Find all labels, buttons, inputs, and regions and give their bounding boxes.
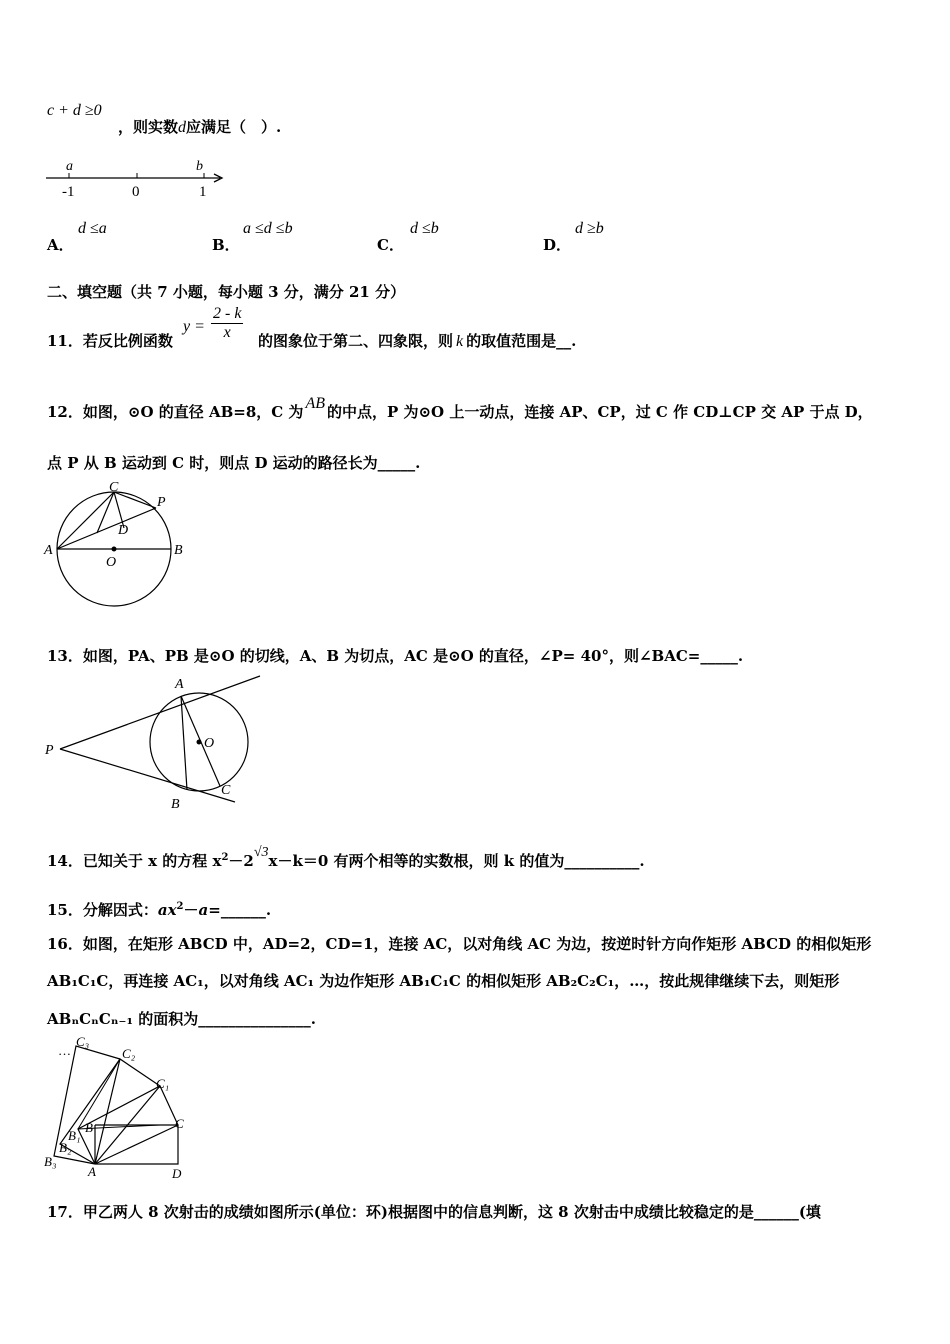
q13-center-dot — [197, 740, 202, 745]
label-one: 1 — [199, 184, 207, 200]
q16-label-b1: B₁ — [68, 1128, 81, 1143]
option-c-letter: C． — [377, 236, 404, 254]
q15-a: a — [198, 901, 209, 919]
q16-figure — [40, 1034, 210, 1184]
q13-label-c: C — [221, 783, 231, 798]
q16-line1: 16．如图，在矩形 ABCD 中，AD=2，CD=1，连接 AC，以对角线 AC 为边，按逆时针方向作矩形 ABCD 的相似矩形 — [47, 935, 872, 953]
q16-label-c1: C₁ — [156, 1076, 170, 1091]
q12-label-a: A — [44, 543, 53, 558]
q11-mid — [258, 330, 576, 351]
label-b: b — [196, 159, 203, 174]
q13-figure — [40, 668, 270, 814]
q15-part-a: 15．分解因式： — [47, 901, 158, 919]
q16-label-c2: C₂ — [122, 1046, 136, 1061]
section-title: 二、填空题（共 7 小题，每小题 3 分，满分 21 分） — [47, 283, 406, 301]
option-c-expr: d ≤b — [410, 220, 439, 237]
q12-line1 — [47, 395, 873, 422]
q13-tangent-pa — [60, 676, 260, 749]
q14-part-b: －2 — [228, 852, 254, 870]
q16-diag-ac — [95, 1125, 178, 1164]
q12-center-dot — [112, 547, 117, 552]
q16-label-b: B — [85, 1120, 93, 1135]
q16-line3: ABₙCₙCₙ₋₁ 的面积为_______________. — [47, 1010, 316, 1028]
option-d-letter: D． — [543, 236, 572, 254]
q10-stem-tail: 应满足（ ）. — [186, 118, 282, 136]
option-a-letter: A． — [47, 236, 74, 254]
q16-label-c: C — [175, 1116, 184, 1131]
q10-stem-text: ，则实数 — [118, 118, 179, 136]
q13-label-o: O — [204, 736, 215, 751]
q10-condition: c + d ≥0 — [47, 102, 102, 119]
q12-segment-ap — [57, 508, 156, 549]
q12-line2: 点 P 从 B 运动到 C 时，则点 D 运动的路径长为_____. — [47, 454, 421, 472]
q16-label-d: D — [172, 1166, 182, 1181]
q12-line1-b: 的中点，P 为⊙O 上一动点，连接 AP、CP，过 C 作 CD⊥CP 交 AP 于点 D， — [326, 403, 873, 421]
q15-line — [47, 899, 271, 920]
option-b-letter: B． — [212, 236, 240, 254]
q10-var: d — [178, 119, 187, 136]
q11-prefix: 11．若反比例函数 — [47, 332, 173, 350]
q12-label-c: C — [109, 480, 119, 495]
q15-part-b: － — [183, 901, 199, 919]
option-b-expr: a ≤d ≤b — [243, 220, 293, 237]
q12-segment-cp — [114, 492, 156, 508]
q15-expr: ax — [157, 901, 177, 919]
label-minus1: -1 — [62, 184, 75, 200]
q12-label-b: B — [174, 543, 183, 558]
q14-exponent: 2 — [221, 852, 229, 863]
q12-label-d: D — [118, 523, 129, 538]
q12-figure — [40, 478, 200, 610]
option-d-expr: d ≥b — [575, 220, 604, 237]
q11-numerator: 2 - k — [213, 305, 242, 322]
q13-label-a: A — [175, 677, 184, 692]
q14-part-a: 14．已知关于 x 的方程 x — [47, 852, 222, 870]
q10-stem — [118, 116, 281, 137]
q16-label-b2: B₂ — [59, 1140, 72, 1155]
q13-text: 13．如图，PA、PB 是⊙O 的切线，A、B 为切点，AC 是⊙O 的直径，∠P= 40°，则∠BAC=_____. — [47, 647, 744, 665]
q16-label-b3: B₃ — [44, 1154, 57, 1169]
q12-label-o: O — [106, 555, 117, 570]
q12-label-p: P — [157, 495, 166, 510]
q12-line1-a: 12．如图，⊙O 的直径 AB=8，C 为 — [47, 403, 304, 421]
q14-line — [47, 845, 645, 871]
q11-fraction — [207, 305, 247, 342]
q16-label-a: A — [88, 1164, 96, 1179]
q17-text: 17．甲乙两人 8 次射击的成绩如图所示(单位：环)根据图中的信息判断，这 8 次射击中成绩比较稳定的是______(填 — [47, 1203, 821, 1221]
q12-arc-ab: AB — [305, 395, 325, 412]
q15-part-d: =______. — [208, 901, 272, 919]
q11-suffix: 的取值范围是__. — [466, 332, 577, 350]
q14-part-c: x－k＝0 有两个相等的实数根，则 k 的值为__________. — [268, 852, 645, 870]
q11-mid-text: 的图象位于第二、四象限，则 — [258, 332, 454, 350]
q13-label-b: B — [171, 797, 180, 812]
option-a-expr: d ≤a — [78, 220, 107, 237]
q11-fn-lhs: y = — [183, 318, 205, 335]
q16-line2: AB₁C₁C，再连接 AC₁，以对角线 AC₁ 为边作矩形 AB₁C₁C 的相似矩形 AB₂C₂C₁，…，按此规律继续下去，则矩形 — [47, 972, 840, 990]
q12-segment-ac — [57, 492, 114, 549]
q11-k: k — [456, 333, 464, 350]
q14-sqrt3: √3 — [253, 845, 269, 860]
q13-label-p: P — [45, 743, 54, 758]
number-line-figure — [40, 154, 240, 200]
q11-denominator: x — [223, 324, 231, 341]
q16-label-dots: … — [58, 1043, 71, 1058]
label-zero: 0 — [132, 184, 140, 200]
label-a: a — [66, 159, 73, 174]
q13-chord-ab — [181, 696, 187, 790]
q16-label-c3: C₃ — [76, 1034, 90, 1049]
q15-exponent: 2 — [176, 901, 184, 912]
q13-tangent-pb — [60, 749, 235, 802]
